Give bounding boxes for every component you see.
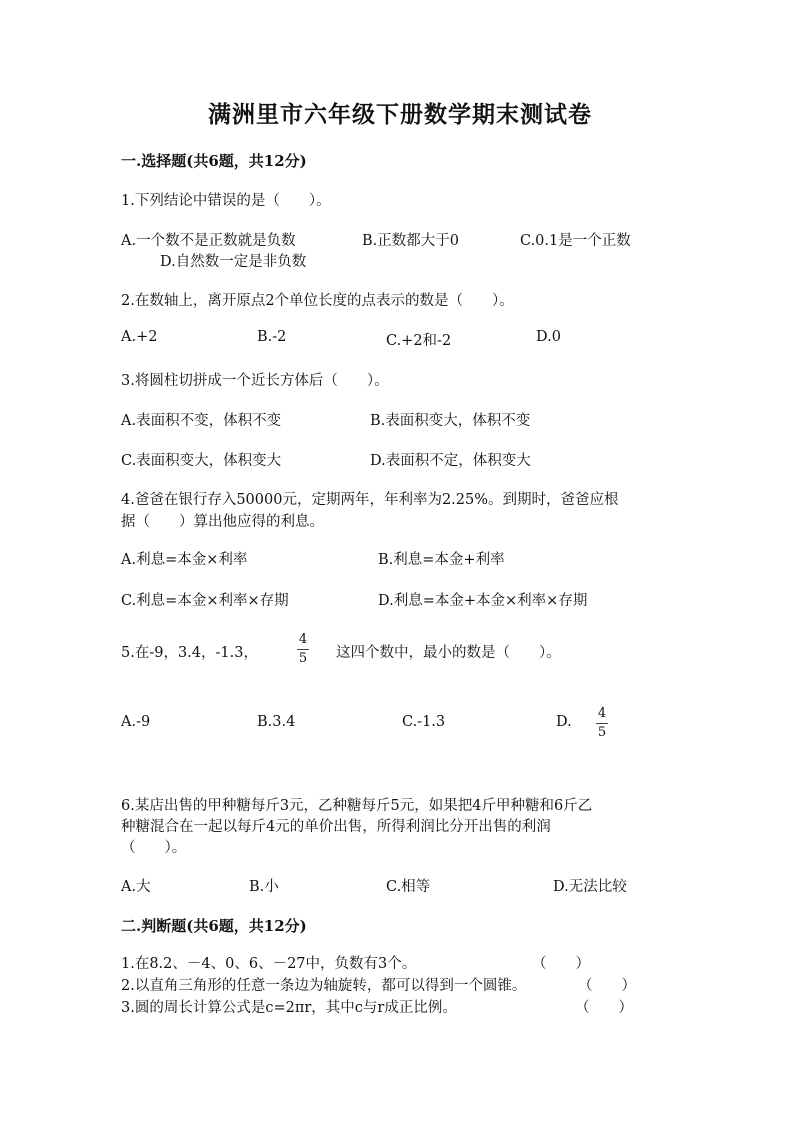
question-6-stem-line2: 种糖混合在一起以每斤4元的单价出售，所得利润比分开出售的利润 <box>121 819 551 835</box>
question-5-option-d: D. <box>556 714 572 730</box>
section-heading-judgement: 二.判断题(共6题，共12分) <box>121 917 307 935</box>
question-1-stem: 1.下列结论中错误的是（ ）。 <box>121 193 331 209</box>
question-1-option-d: D.自然数一定是非负数 <box>160 254 307 270</box>
judgement-3-stem: 3.圆的周长计算公式是c=2πr，其中c与r成正比例。 <box>121 1000 457 1016</box>
judgement-2-stem: 2.以直角三角形的任意一条边为轴旋转，都可以得到一个圆锥。 <box>121 978 527 994</box>
question-5-stem-part1: 5.在-9，3.4，-1.3， <box>121 645 258 661</box>
question-3-stem: 3.将圆柱切拼成一个近长方体后（ ）。 <box>121 373 389 389</box>
question-1-option-b: B.正数都大于0 <box>362 233 459 249</box>
question-4-option-b: B.利息=本金+利率 <box>378 552 505 568</box>
question-5-option-a: A.-9 <box>121 714 151 730</box>
question-4-option-d: D.利息=本金+本金×利率×存期 <box>378 593 588 609</box>
judgement-2-answer-blank[interactable]: （ ） <box>578 978 636 994</box>
question-6-option-c: C.相等 <box>386 879 431 895</box>
question-1-option-c: C.0.1是一个正数 <box>520 233 631 249</box>
judgement-3-answer-blank[interactable]: （ ） <box>575 1000 633 1016</box>
fraction-numerator: 4 <box>298 632 308 647</box>
question-2-option-c: C.+2和-2 <box>386 333 452 349</box>
fraction-denominator: 5 <box>597 725 607 740</box>
fraction-numerator: 4 <box>597 706 607 721</box>
question-3-option-a: A.表面积不变，体积不变 <box>121 413 282 429</box>
fraction-bar <box>596 723 608 724</box>
fraction-bar <box>297 649 309 650</box>
question-2-stem: 2.在数轴上，离开原点2个单位长度的点表示的数是（ ）。 <box>121 293 514 309</box>
question-4-option-c: C.利息=本金×利率×存期 <box>121 593 289 609</box>
question-4-stem-line1: 4.爸爸在银行存入50000元，定期两年，年利率为2.25%。到期时，爸爸应根 <box>121 492 619 508</box>
question-3-option-d: D.表面积不定，体积变大 <box>370 453 531 469</box>
question-6-option-b: B.小 <box>249 879 279 895</box>
question-6-option-a: A.大 <box>121 879 151 895</box>
judgement-1-stem: 1.在8.2、－4、0、6、－27中，负数有3个。 <box>121 956 417 972</box>
fraction-denominator: 5 <box>298 651 308 666</box>
question-2-option-b: B.-2 <box>257 329 287 345</box>
question-4-option-a: A.利息=本金×利率 <box>121 552 248 568</box>
question-3-option-b: B.表面积变大，体积不变 <box>370 413 531 429</box>
section-heading-choice: 一.选择题(共6题，共12分) <box>121 152 307 170</box>
judgement-1-answer-blank[interactable]: （ ） <box>532 956 590 972</box>
question-5-option-d-fraction <box>596 706 608 741</box>
question-2-option-d: D.0 <box>536 329 561 345</box>
question-3-option-c: C.表面积变大，体积变大 <box>121 453 282 469</box>
question-5-fraction <box>297 632 309 667</box>
question-6-stem-line3: （ ）。 <box>121 840 187 856</box>
question-1-option-a: A.一个数不是正数就是负数 <box>121 233 296 249</box>
question-6-option-d: D.无法比较 <box>553 879 627 895</box>
question-5-option-b: B.3.4 <box>257 714 296 730</box>
question-4-stem-line2: 据（ ）算出他应得的利息。 <box>121 514 324 530</box>
question-6-stem-line1: 6.某店出售的甲种糖每斤3元，乙种糖每斤5元，如果把4斤甲种糖和6斤乙 <box>121 798 593 814</box>
question-5-option-c: C.-1.3 <box>402 714 446 730</box>
page-title: 满洲里市六年级下册数学期末测试卷 <box>208 101 592 128</box>
question-2-option-a: A.+2 <box>121 329 158 345</box>
question-5-stem-part2: 这四个数中，最小的数是（ ）。 <box>336 645 561 661</box>
